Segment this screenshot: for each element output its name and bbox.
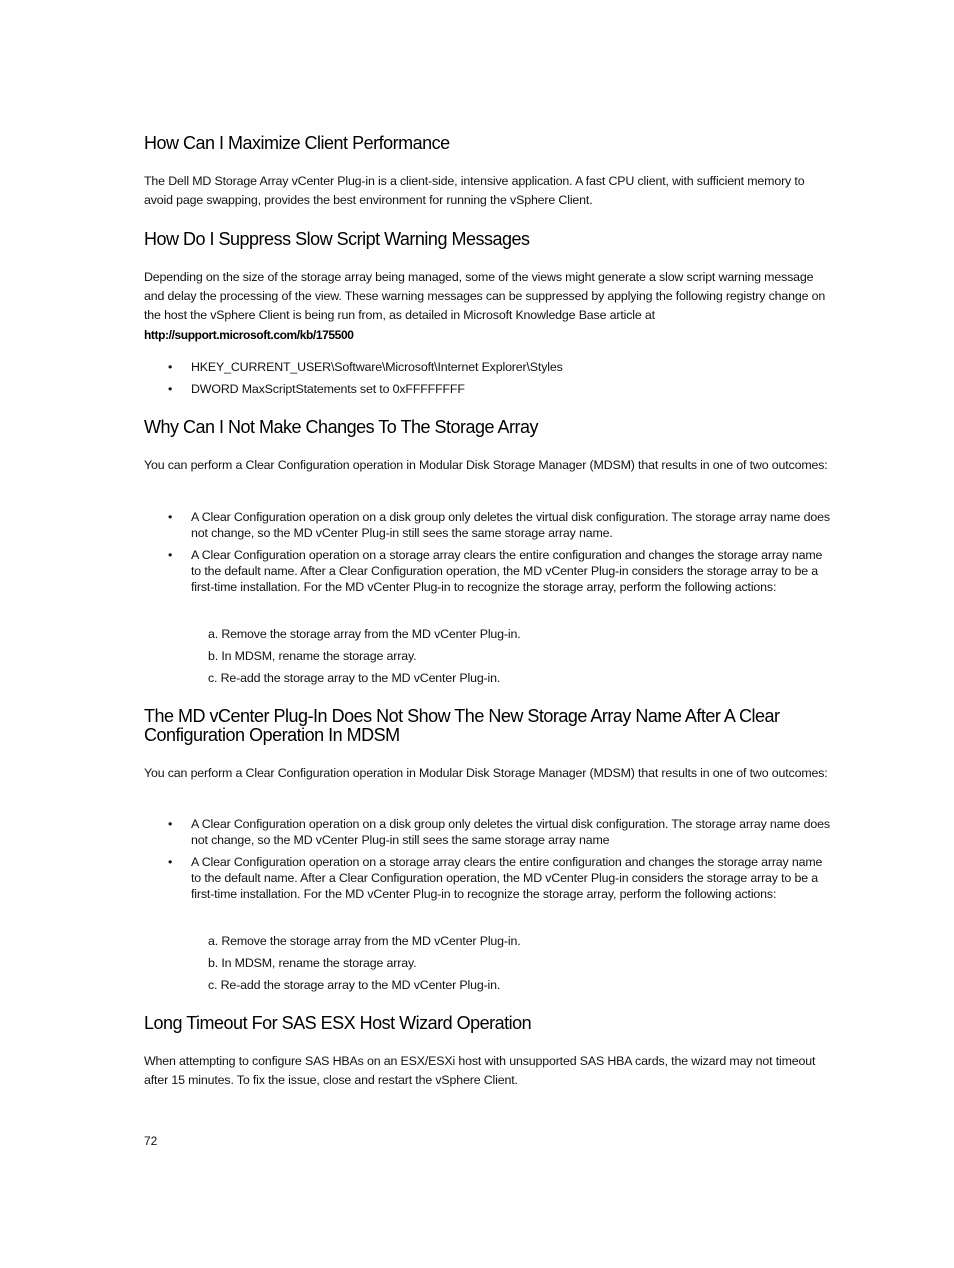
bullet-icon: •: [168, 817, 173, 831]
section-heading: How Do I Suppress Slow Script Warning Messages: [144, 229, 530, 249]
section-heading: The MD vCenter Plug-In Does Not Show The New Storage Array Name After A Clear Configuration Operation In MDSM: [144, 706, 780, 745]
step-item: b. In MDSM, rename the storage array.: [208, 649, 417, 663]
paragraph: Depending on the size of the storage array being managed, some of the views might generate a slow script warning message and delay the processing of the view. These warning messages can be suppressed by applying the following registry change on the host the vSphere Client is being run from, as detailed in Microsoft Knowledge Base article at: [144, 270, 826, 322]
step-item: c. Re-add the storage array to the MD vCenter Plug-in.: [208, 671, 501, 685]
list-item: • A Clear Configuration operation on a disk group only deletes the virtual disk configuration. The storage array name does not change, so the MD vCenter Plug-in still sees the same storage array name.: [168, 510, 830, 540]
page-number: 72: [144, 1134, 158, 1148]
step-item: a. Remove the storage array from the MD vCenter Plug-in.: [208, 627, 521, 641]
step-item: b. In MDSM, rename the storage array.: [208, 956, 417, 970]
bullet-icon: •: [168, 855, 173, 869]
step-item: a. Remove the storage array from the MD vCenter Plug-in.: [208, 934, 521, 948]
bullet-list: [144, 816, 834, 902]
bullet-list: [144, 509, 834, 595]
paragraph: You can perform a Clear Configuration operation in Modular Disk Storage Manager (MDSM) that results in one of two outcomes:: [144, 766, 828, 780]
kb-article-link[interactable]: http://support.microsoft.com/kb/175500: [144, 328, 354, 342]
list-item: • A Clear Configuration operation on a disk group only deletes the virtual disk configuration. The storage array name does not change, so the MD vCenter Plug-in still sees the same storage array name: [168, 817, 830, 847]
bullet-icon: •: [168, 548, 173, 562]
section-heading: How Can I Maximize Client Performance: [144, 133, 450, 153]
bullet-icon: •: [168, 360, 173, 374]
paragraph: You can perform a Clear Configuration operation in Modular Disk Storage Manager (MDSM) that results in one of two outcomes:: [144, 458, 828, 472]
steps-list: [208, 623, 521, 689]
section-heading: Why Can I Not Make Changes To The Storage Array: [144, 417, 539, 437]
paragraph: The Dell MD Storage Array vCenter Plug-in is a client-side, intensive application. A fast CPU client, with sufficient memory to avoid page swapping, provides the best environment for running the vSphere Client.: [144, 174, 805, 207]
list-item: • A Clear Configuration operation on a storage array clears the entire configuration and changes the storage array name to the default name. After a Clear Configuration operation, the MD vCenter Plug-in considers the storage array to be a first-time installation. For the MD vCenter Plug-in to recognize the storage array, perform the following actions:: [168, 855, 823, 901]
step-item: c. Re-add the storage array to the MD vCenter Plug-in.: [208, 978, 501, 992]
section-heading: Long Timeout For SAS ESX Host Wizard Operation: [144, 1013, 532, 1033]
list-item: • A Clear Configuration operation on a storage array clears the entire configuration and changes the storage array name to the default name. After a Clear Configuration operation, the MD vCenter Plug-in considers the storage array to be a first-time installation. For the MD vCenter Plug-in to recognize the storage array, perform the following actions:: [168, 548, 823, 594]
paragraph: When attempting to configure SAS HBAs on an ESX/ESXi host with unsupported SAS HBA cards, the wizard may not timeout after 15 minutes. To fix the issue, close and restart the vSphere Client.: [144, 1054, 816, 1087]
bullet-icon: •: [168, 382, 173, 396]
bullet-icon: •: [168, 510, 173, 524]
bullet-list: [144, 359, 834, 397]
steps-list: [208, 930, 521, 996]
list-item: • DWORD MaxScriptStatements set to 0xFFFFFFFF: [168, 382, 465, 396]
list-item: • HKEY_CURRENT_USER\Software\Microsoft\Internet Explorer\Styles: [168, 360, 563, 374]
